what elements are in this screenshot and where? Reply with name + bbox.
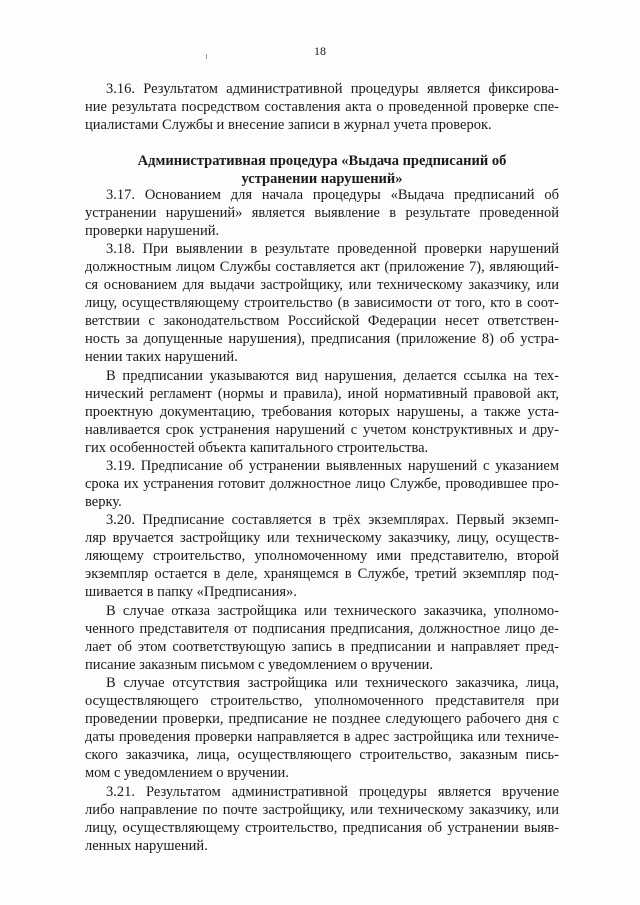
text-line: В предписании указываются вид нарушения, делается ссылка на тех- xyxy=(106,368,559,384)
text-line: ляющему строительство, уполномоченному ими представителю, второй xyxy=(85,548,559,564)
text-line: ленных нарушений. xyxy=(85,838,208,854)
text-line: нении таких нарушений. xyxy=(85,349,238,365)
text-line: ние результата посредством составления акта о проведенной проверке спе- xyxy=(85,99,559,115)
text-line: В случае отказа застройщика или технического заказчика, уполномо- xyxy=(106,603,559,619)
section-heading-line: Административная процедура «Выдача предписаний об xyxy=(137,153,507,169)
text-line: ляр вручается застройщику или техническому заказчику, лицу, осуществ- xyxy=(85,530,559,546)
section-heading-line: устранении нарушений» xyxy=(241,171,403,187)
text-line: шивается в папку «Предписания». xyxy=(85,584,297,600)
text-line: ся основанием для выдачи застройщику, или техническому заказчику, или xyxy=(85,277,559,293)
text-line: 3.17. Основанием для начала процедуры «Выдача предписаний об xyxy=(106,187,559,203)
text-line: ность за допущенные нарушения), предписания (приложение 8) об устра- xyxy=(85,331,559,347)
text-line: циалистами Службы и внесение записи в журнал учета проверок. xyxy=(85,117,492,133)
text-line: даты проведения проверки направляется в адрес застройщика или техниче- xyxy=(85,729,559,745)
text-line: нический регламент (нормы и правила), иной нормативный правовой акт, xyxy=(85,386,559,402)
page-number: 18 xyxy=(314,44,326,58)
text-line: лает об этом соответствующую запись в предписании и направляет пред- xyxy=(85,639,559,655)
text-line: 3.19. Предписание об устранении выявленных нарушений с указанием xyxy=(106,458,559,474)
text-line: 3.20. Предписание составляется в трёх экземплярах. Первый экземп- xyxy=(106,512,559,528)
text-line: мом с уведомлением о вручении. xyxy=(85,765,289,781)
text-line: либо направление по почте застройщику, или техническому заказчику, или xyxy=(85,802,559,818)
text-line: лицу, осуществляющему строительство, предписания об устранении выяв- xyxy=(85,820,559,836)
text-line: лицу, осуществляющему строительство (в зависимости от того, кто в соот- xyxy=(85,295,559,311)
text-line: устранении нарушений» является выявление в результате проведенной xyxy=(85,205,559,221)
text-line: писание заказным письмом с уведомлением о вручении. xyxy=(85,657,434,673)
text-line: 3.21. Результатом административной процедуры является вручение xyxy=(106,784,559,800)
text-line: 3.16. Результатом административной процедуры является фиксирова- xyxy=(106,81,559,97)
text-line: 3.18. При выявлении в результате проведенной проверки нарушений xyxy=(106,241,559,257)
text-line: срока их устранения готовит должностное лицо Службе, проводившее про- xyxy=(85,476,559,492)
text-line: проверки нарушений. xyxy=(85,223,220,239)
text-line: проведении проверки, предписание не позднее следующего рабочего дня с xyxy=(85,711,559,727)
text-line: ветствии с законодательством Российской Федерации несет ответствен- xyxy=(85,313,559,329)
text-line: проектную документацию, требования которых нарушены, а также уста- xyxy=(85,404,559,420)
text-line: гих особенностей объекта капитального строительства. xyxy=(85,440,429,456)
text-line: ченного представителя от подписания предписания, должностное лицо де- xyxy=(85,621,559,637)
text-line: должностным лицом Службы составляется акт (приложение 7), являющий- xyxy=(85,259,559,275)
text-line: верку. xyxy=(85,494,122,510)
text-line: осуществляющего строительство, уполномоченного представителя при xyxy=(85,693,559,709)
text-line: экземпляр остается в деле, хранящемся в Службе, третий экземпляр под- xyxy=(85,566,559,582)
text-line: навливается срок устранения нарушений с учетом конструктивных и дру- xyxy=(85,422,559,438)
text-line: В случае отсутствия застройщика или технического заказчика, лица, xyxy=(106,675,559,691)
text-line: ского заказчика, лица, осуществляющего строительство, заказным пись- xyxy=(85,747,559,763)
